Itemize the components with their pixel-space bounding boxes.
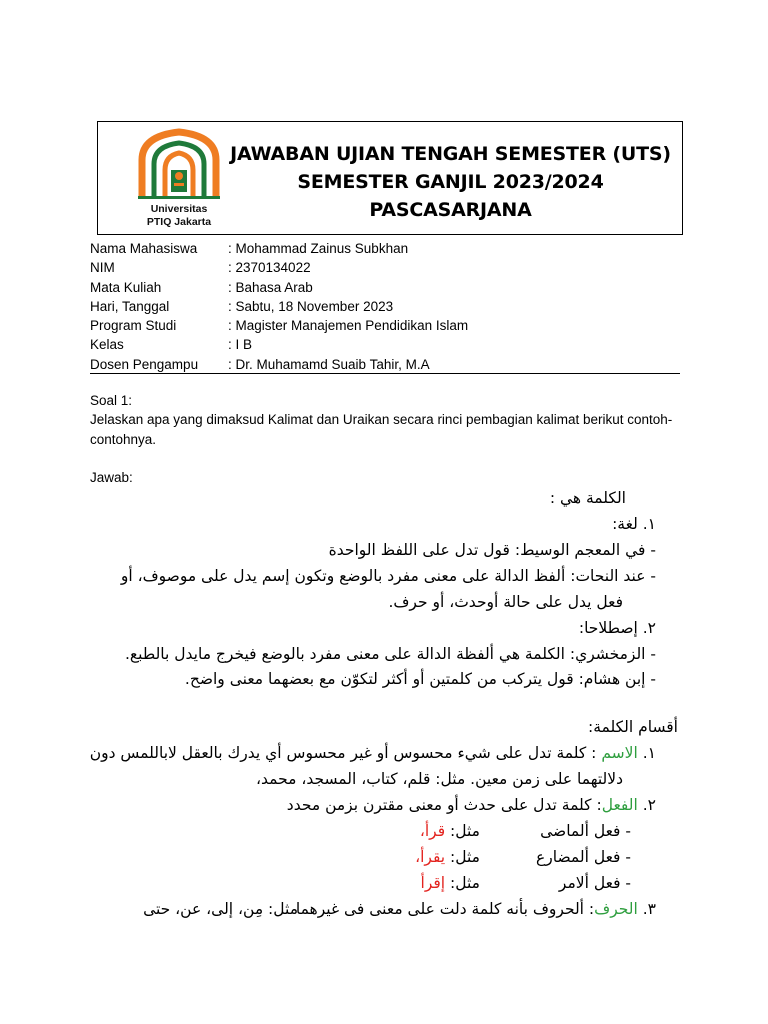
document-title [228,140,673,224]
istilah-item-2: - إبن هشام: قول يتركب من كلمتين أو أكثر لتكوّن مع بعضهما معنى واضح. [184,670,656,688]
fiil-def: : كلمة تدل على حدث أو معنى مقترن بزمن محدد [286,796,602,814]
lugha-label: ١. لغة: [612,515,656,533]
info-row-lecturer [90,355,680,374]
example-word: إقرأ [420,874,446,892]
question-number: Soal 1: [90,393,133,408]
info-value: : Mohammad Zainus Subkhan [228,241,409,256]
ism-def: : كلمة تدل على شيء محسوس أو غير محسوس أي يدرك بالعقل لاباللمس دون [89,744,602,762]
info-label: Hari, Tanggal [90,298,170,314]
ism-term: الاسم [601,744,638,762]
istilah-label: ٢. إصطلاحا: [578,619,656,637]
istilah-item-1: - الزمخشري: الكلمة هي ألفظة الدالة على معنى مفرد بالوضع فيخرج مايدل بالطبع. [125,645,656,663]
fiil-type: - فعل ألماضى [540,822,631,840]
lugha-item-2: - عند النحات: ألفظ الدالة على معنى مفرد بالوضع وتكون إسم يدل على موصوف، أو [120,567,656,585]
info-value: : Sabtu, 18 November 2023 [228,298,394,314]
info-row-nim [90,258,680,277]
student-info [90,239,680,374]
info-row-date [90,297,680,316]
info-label: Mata Kuliah [90,279,162,295]
info-row-class [90,335,680,354]
ism-line-1 [90,744,656,762]
question-text: Jelaskan apa yang dimaksud Kalimat dan Uraikan secara rinci pembagian kalimat berikut contoh-contohnya. [90,412,673,447]
answer-heading: الكلمة هي : [549,489,626,507]
fiil-type: - فعل ألمضارع [536,848,631,866]
svg-text:Universitas: Universitas [150,203,208,215]
svg-text:PTIQ Jakarta: PTIQ Jakarta [146,216,212,228]
fiil-amr [559,874,631,892]
title-line-3: PASCASARJANA [369,199,532,221]
fiil-madhi-example [420,822,480,840]
fiil-amr-example [421,874,480,892]
info-value: : Dr. Muhamamd Suaib Tahir, M.A [228,356,430,372]
fiil-line [287,796,656,814]
divider [90,373,680,374]
example-word: قرأ، [419,822,446,840]
info-label: Dosen Pengampu [90,356,199,372]
info-label: NIM [90,260,115,276]
harf-line [296,900,656,918]
info-value: : I B [228,337,253,353]
fiil-term: الفعل [601,796,638,814]
example-label: مثل: [450,822,480,840]
example-label: مثل: [450,848,480,866]
harf-def: : ألحروف بأنه كلمة دلت على معنى فى غيرهما [295,900,595,918]
ism-num: ١. [642,744,656,762]
lugha-item-1: - في المعجم الوسيط: قول تدل على اللفظ الواحدة [328,541,656,559]
info-label: Program Studi [90,318,177,334]
lugha-item-2-cont: فعل يدل على حالة أوحدث، أو حرف. [388,593,623,611]
division-heading: أقسام الكلمة: [587,718,678,736]
header-box [97,121,683,235]
info-label: Kelas [90,337,124,353]
example-label: مثل: [450,874,480,892]
harf-num: ٣. [642,900,656,918]
harf-term: الحرف [594,900,638,918]
answer-label: Jawab: [90,470,133,485]
title-line-2: SEMESTER GANJIL 2023/2024 [297,171,604,193]
ism-line-2: دلالتهما على زمن معين. مثل: قلم، كتاب، المسجد، محمد، [256,770,623,788]
info-row-program [90,316,680,335]
info-row-course [90,278,680,297]
info-label: Nama Mahasiswa [90,241,198,256]
university-logo [134,126,224,232]
example-word: يقرأ، [415,848,446,866]
fiil-mudhari-example [415,848,480,866]
fiil-madhi [540,822,631,840]
fiil-num: ٢. [642,796,656,814]
info-value: : Magister Manajemen Pendidikan Islam [228,318,469,334]
fiil-mudhari [536,848,631,866]
harf-example: مثل: مِن، إلى، عن، حتى [143,900,298,918]
title-line-1: JAWABAN UJIAN TENGAH SEMESTER (UTS) [230,143,671,165]
info-value: : Bahasa Arab [228,279,313,295]
info-value: : 2370134022 [228,260,311,276]
fiil-type: - فعل ألامر [558,874,631,892]
info-row-name [90,239,680,258]
